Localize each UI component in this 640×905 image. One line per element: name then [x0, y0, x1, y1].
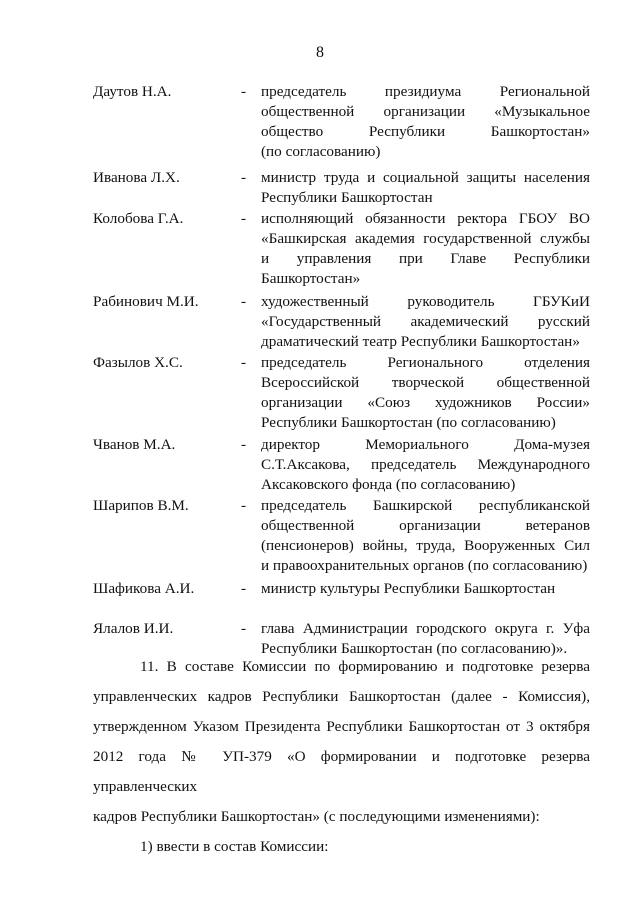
position-line: председатель Башкирской республиканской — [261, 497, 590, 514]
member-name: Ялалов И.И. — [93, 620, 174, 637]
member-position — [261, 435, 590, 495]
position-line: организации «Союз художников России» — [261, 394, 590, 411]
dash-separator: - — [241, 354, 247, 371]
position-line: Аксаковского фонда (по согласованию) — [261, 476, 516, 493]
position-line: (по согласованию) — [261, 143, 381, 160]
page-number: 8 — [316, 44, 324, 61]
position-line: (пенсионеров) войны, труда, Вооруженных Сил — [261, 537, 590, 554]
member-position — [261, 353, 590, 433]
member-name: Колобова Г.А. — [93, 210, 184, 227]
paragraph-line: 11. В составе Комиссии по формированию и подготовке резерва — [140, 658, 590, 675]
position-line: Республики Башкортостан — [261, 189, 433, 206]
paragraph — [93, 832, 590, 862]
member-entry — [93, 579, 590, 599]
member-name: Чванов М.А. — [93, 436, 176, 453]
dash-separator: - — [241, 83, 247, 100]
dash-separator: - — [241, 169, 247, 186]
member-name: Иванова Л.Х. — [93, 169, 180, 186]
member-position — [261, 168, 590, 208]
member-position — [261, 82, 590, 162]
member-position — [261, 292, 590, 352]
member-entry — [93, 353, 590, 433]
member-entry — [93, 82, 590, 162]
position-line: драматический театр Республики Башкортостан» — [261, 333, 580, 350]
position-line: художественный руководитель ГБУКиИ — [261, 293, 590, 310]
position-line: министр труда и социальной защиты населения — [261, 169, 590, 186]
position-line: Башкортостан» — [261, 270, 361, 287]
member-entry — [93, 435, 590, 495]
body-text — [93, 652, 590, 862]
position-line: министр культуры Республики Башкортостан — [261, 580, 556, 597]
member-position — [261, 209, 590, 289]
member-name: Шафикова А.И. — [93, 580, 195, 597]
member-entry — [93, 209, 590, 289]
dash-separator: - — [241, 497, 247, 514]
paragraph-line: кадров Республики Башкортостан» (с последующими изменениями): — [93, 808, 540, 825]
position-line: и правоохранительных органов (по согласованию) — [261, 557, 588, 574]
dash-separator: - — [241, 293, 247, 310]
member-name: Рабинович М.И. — [93, 293, 199, 310]
position-line: общество Республики Башкортостан» — [261, 123, 590, 140]
member-entry — [93, 168, 590, 208]
member-position — [261, 496, 590, 576]
position-line: «Государственный академический русский — [261, 313, 590, 330]
position-line: «Башкирская академия государственной службы — [261, 230, 590, 247]
position-line: общественной организации ветеранов — [261, 517, 590, 534]
position-line: Республики Башкортостан (по согласованию) — [261, 414, 556, 431]
position-line: и управления при Главе Республики — [261, 250, 590, 267]
position-line: Всероссийской творческой общественной — [261, 374, 590, 391]
dash-separator: - — [241, 210, 247, 227]
position-line: исполняющий обязанности ректора ГБОУ ВО — [261, 210, 590, 227]
dash-separator: - — [241, 620, 247, 637]
paragraph-line: 1) ввести в состав Комиссии: — [140, 838, 329, 855]
position-line: С.Т.Аксакова, председатель Международного — [261, 456, 590, 473]
member-name: Фазылов Х.С. — [93, 354, 183, 371]
paragraph-line: утвержденном Указом Президента Республики Башкортостан от 3 октября — [93, 718, 590, 735]
paragraph-line: управленческих кадров Республики Башкортостан (далее - Комиссия), — [93, 688, 590, 705]
position-line: председатель Регионального отделения — [261, 354, 590, 371]
member-position — [261, 579, 590, 599]
paragraph — [93, 652, 590, 832]
position-line: председатель президиума Региональной — [261, 83, 590, 100]
position-line: глава Администрации городского округа г. Уфа — [261, 620, 590, 637]
dash-separator: - — [241, 580, 247, 597]
position-line: общественной организации «Музыкальное — [261, 103, 590, 120]
position-line: директор Мемориального Дома-музея — [261, 436, 590, 453]
member-name: Даутов Н.А. — [93, 83, 172, 100]
paragraph-line: 2012 года № УП-379 «О формировании и подготовке резерва управленческих — [93, 748, 590, 795]
member-name: Шарипов В.М. — [93, 497, 189, 514]
position-line: Республики Башкортостан (по согласованию)». — [261, 640, 568, 657]
dash-separator: - — [241, 436, 247, 453]
member-entry — [93, 496, 590, 576]
member-entry — [93, 292, 590, 352]
